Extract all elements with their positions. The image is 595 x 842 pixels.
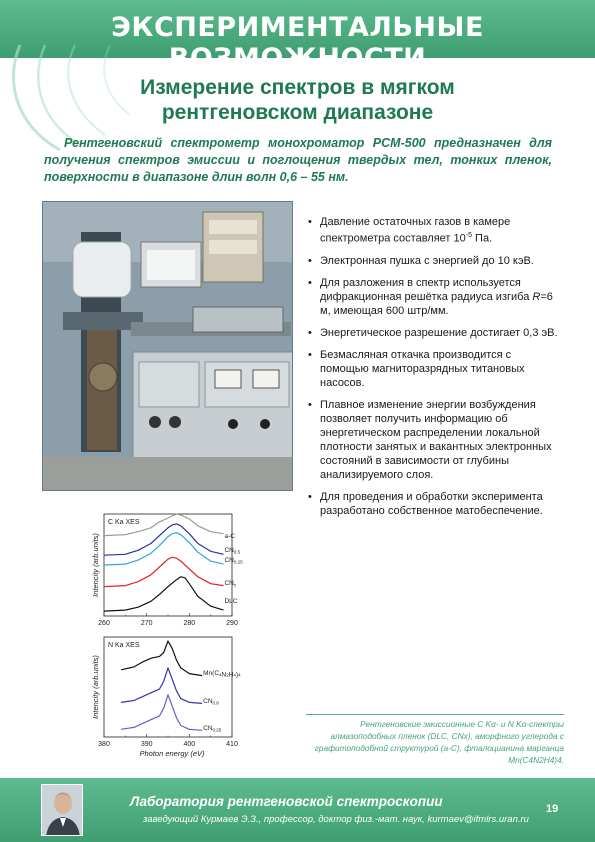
avatar bbox=[41, 784, 83, 836]
person-portrait-icon bbox=[42, 785, 83, 836]
chart-title: N Ka XES bbox=[108, 642, 140, 649]
intro-paragraph: Рентгеновский спектрометр монохроматор РСМ-500 предназначен для получения спектров эмиссии и поглощения твердых тел, тонких пленок, поверхности в диапазоне длин волн 0,6 – 55 нм. bbox=[44, 136, 552, 184]
section-title-line2: рентгеновском диапазоне bbox=[161, 101, 434, 124]
x-tick-label: 290 bbox=[226, 620, 238, 627]
footer-band bbox=[0, 778, 595, 842]
lab-name: Лаборатория рентгеновской спектроскопии bbox=[130, 794, 443, 809]
x-tick-label: 410 bbox=[226, 741, 238, 748]
series-label: $CN_{0.25}$ bbox=[224, 557, 243, 565]
list-item: • Давление остаточных газов в камере спектрометра составляет $10^{-5}$ Па. bbox=[308, 215, 558, 246]
section-title-line1: Измерение спектров в мягком bbox=[140, 76, 455, 99]
c-ka-xes-chart bbox=[80, 510, 248, 630]
lab-head-info: заведующий Курмаев Э.З., профессор, доктор физ.-мат. наук, kurmaev@ifmlrs.uran.ru bbox=[143, 814, 529, 825]
x-tick-label: 400 bbox=[183, 741, 196, 748]
series-label: $Mn(C_4N2H4)4$ bbox=[203, 670, 241, 679]
list-item: • Электронная пушка с энергией до 10 кэВ. bbox=[308, 254, 558, 268]
section-title bbox=[60, 75, 535, 125]
series-label: $CN_x$ bbox=[224, 580, 237, 588]
plot-frame bbox=[104, 514, 232, 616]
series-label: DLC bbox=[224, 598, 238, 605]
spectrometer-photo bbox=[42, 201, 293, 491]
y-axis-label: Intencity (arb.units) bbox=[91, 655, 100, 719]
series-line bbox=[104, 524, 224, 555]
y-axis-label: Intencity (arb.units) bbox=[91, 533, 100, 597]
page-number: 19 bbox=[546, 803, 559, 815]
list-item: • Безмасляная откачка производится с помощью магниторазрядных титановых насосов. bbox=[308, 348, 558, 390]
series-label: a-C bbox=[224, 533, 235, 540]
series-label: $CN_{0.5}$ bbox=[224, 547, 241, 555]
list-item: • Плавное изменение энергии возбуждения позволяет получить информацию об энергетическом распределении локальной плотности занятых и вакантных электронных состояний в зависимости от глубины анализируемого слоя. bbox=[308, 398, 558, 482]
x-axis-label: Photon energy (eV) bbox=[139, 749, 205, 758]
x-tick-label: 380 bbox=[98, 741, 110, 748]
feature-list bbox=[308, 215, 558, 526]
chart-title: C Ka XES bbox=[108, 519, 140, 526]
series-line bbox=[104, 557, 224, 586]
series-label: $CN_{0.25}$ bbox=[203, 725, 222, 733]
x-tick-label: 390 bbox=[140, 741, 153, 748]
figure-caption: Рентгеновские эмиссионные C Kα- и N Kα-спектры алмазоподобных пленок (DLC, CNx), аморфного углерода с графитоподобной структурой (a-C), фталоцианина марганца Mn(C4N2H4)4. bbox=[306, 714, 564, 766]
series-label: $CN_{0.8}$ bbox=[203, 698, 219, 706]
n-ka-xes-chart bbox=[80, 633, 248, 761]
spectrometer-photo-illustration bbox=[43, 202, 293, 491]
x-tick-label: 280 bbox=[183, 620, 196, 627]
x-tick-label: 270 bbox=[140, 620, 153, 627]
page-header-title: ЭКСПЕРИМЕНТАЛЬНЫЕ ВОЗМОЖНОСТИ bbox=[111, 12, 484, 74]
series-line bbox=[104, 577, 224, 611]
x-tick-label: 260 bbox=[98, 620, 110, 627]
plot-frame bbox=[104, 637, 232, 737]
list-item: • Энергетическое разрешение достигает 0,3 эВ. bbox=[308, 326, 558, 340]
list-item: • Для проведения и обработки эксперимента разработано собственное матобеспечение. bbox=[308, 490, 558, 518]
list-item: • Для разложения в спектр используется дифракционная решётка радиуса изгиба R=6 м, имеющая 600 штр/мм. bbox=[308, 276, 558, 318]
